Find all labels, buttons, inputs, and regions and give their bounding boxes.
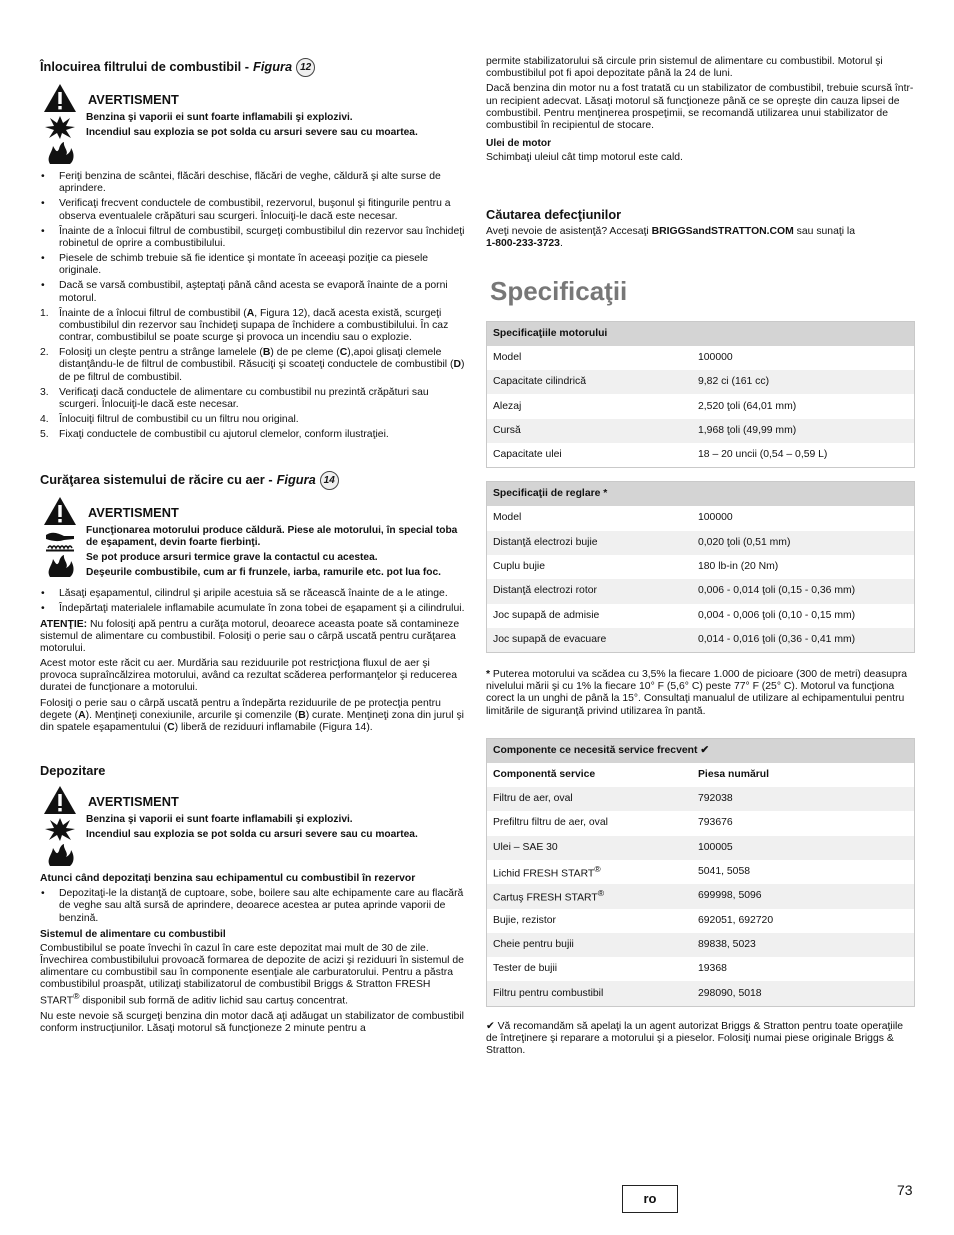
- fuel-filter-bullets: [40, 171, 468, 305]
- page-number: 73: [897, 1182, 913, 1198]
- fuel-filter-heading: Înlocuirea filtrului de combustibil - Figura 12: [40, 58, 468, 77]
- table-row: Bujie, rezistor 692051, 692720: [493, 914, 774, 926]
- list-item: • Verificaţi frecvent conductele de combustibil, rezervorul, buşonul şi fitingurile pentru a observa eventualele crăpături sau scurgeri. Înlocuiţi-le dacă este necesar.: [40, 198, 468, 222]
- check-mark-icon: ✔: [700, 744, 710, 756]
- list-item: 4. Înlocuiţi filtrul de combustibil cu un filtru nou original.: [40, 414, 299, 426]
- fire-icon: [44, 843, 76, 867]
- paragraph: permite stabilizatorului să circule prin sistemul de alimentare cu combustibil. Motorul şi combustibilul pot fi apoi depozitate până la 24 de luni.: [486, 56, 883, 80]
- storage-warning: [40, 785, 468, 867]
- table-column-headers: Componentă service Piesa numărul: [493, 768, 770, 780]
- figure-number-badge: 14: [320, 471, 339, 490]
- dealer-note: ✔ Vă recomandăm să apelaţi la un agent autorizat Briggs & Stratton pentru toate operaţiile de întreţinere şi reparare a motorului şi a pieselor. Folosiţi numai piese originale Briggs & Stratton.: [486, 1020, 904, 1057]
- table-row: Model 100000: [493, 351, 733, 363]
- warning-text: Se pot produce arsuri termice grave la contactul cu acestea.: [86, 552, 378, 564]
- table-row: Alezaj 2,520 ţoli (64,01 mm): [493, 400, 797, 412]
- warning-title: AVERTISMENT: [88, 92, 179, 107]
- warning-triangle-icon: [43, 496, 77, 526]
- table-row: Lichid FRESH START® 5041, 5058: [493, 863, 751, 880]
- warning-text: Benzina şi vaporii ei sunt foarte inflamabili şi explozivi.: [86, 111, 353, 123]
- phone-number: 1-800-233-3723: [486, 238, 560, 250]
- paragraph: Acest motor este răcit cu aer. Murdăria sau reziduurile pot restricţiona fluxul de aer şi provoca supraîncălzirea motorului, având ca rezultat scăderea performanţelor şi reducerea duratei de funcţionare a motorului.: [40, 658, 457, 694]
- paragraph: Dacă benzina din motor nu a fost tratată cu un stabilizator de combustibil, trebuie scursă într-un recipient adecvat. Lăsaţi motorul să funcţioneze până ce se opreşte din cauza lipsei de combustibil. Pentru menţinerea prospeţimii, se recomandă utilizarea unui stabilizator de combustibil în recipientul de stocare.: [486, 83, 914, 131]
- warning-text: Incendiul sau explozia se pot solda cu arsuri severe sau cu moartea.: [86, 828, 418, 840]
- paragraph: Folosiţi o perie sau o cârpă uscată pentru a îndepărta reziduurile de pe protecţia pentru degete (A). Menţineţi conexiunile, arcurile şi comenzile (B) curate. Menţineţi zona din jurul şi din spatele eşapamentului (C) liberă de reziduuri inflamabile (Figura 14).: [40, 697, 464, 733]
- fuel-system-heading: Sistemul de alimentare cu combustibil: [40, 928, 226, 940]
- list-item: • Lăsaţi eşapamentul, cilindrul şi aripile acestuia să se răcească înainte de a le atinge.: [40, 588, 468, 600]
- warning-text: Benzina şi vaporii ei sunt foarte inflamabili şi explozivi.: [86, 813, 353, 825]
- list-item: 1. Înainte de a înlocui filtrul de combustibil (A, Figura 12), dacă acesta există, scurgeţi combustibilul din rezervor sau închideţi supapa de închidere a combustibilului. În caz contrar, combustibilul se poate scurge şi provoca un incendiu sau o explozie.: [40, 307, 449, 344]
- fire-icon: [44, 554, 76, 578]
- check-mark-icon: ✔: [486, 1020, 495, 1032]
- table-row: Filtru de aer, oval 792038: [487, 787, 915, 811]
- table-row: Filtru pentru combustibil 298090, 5018: [487, 981, 915, 1006]
- table-row: Cheie pentru bujii 89838, 5023: [487, 933, 915, 957]
- page-title: Specificaţii: [490, 276, 628, 307]
- table-row: Model 100000: [493, 512, 733, 524]
- table-row: Prefiltru filtru de aer, oval 793676: [493, 817, 733, 829]
- table-row: Cuplu bujie 180 lb-in (20 Nm): [493, 561, 779, 572]
- left-column: [40, 58, 468, 1038]
- table-row: Ulei – SAE 30 100005: [487, 836, 915, 860]
- warning-title: AVERTISMENT: [88, 794, 179, 810]
- troubleshooting-text: Aveţi nevoie de asistenţă? Accesaţi BRIGGSandSTRATTON.COM sau sunaţi la 1-800-233-3723.: [486, 226, 856, 250]
- storage-bullets: [40, 888, 468, 925]
- warning-triangle-icon: [43, 785, 77, 815]
- table-row: Capacitate ulei 18 – 20 uncii (0,54 – 0,59 L): [493, 449, 828, 461]
- table-row: Capacitate cilindrică 9,82 ci (161 cc): [487, 370, 915, 394]
- fuel-filter-warning: [40, 83, 468, 165]
- list-item: • Feriţi benzina de scântei, flăcări deschise, flăcări de veghe, căldură şi alte surse de aprindere.: [40, 171, 468, 195]
- table-row: Cartuş FRESH START® 699998, 5096: [487, 884, 915, 908]
- paragraph: Nu este nevoie să scurgeţi benzina din motor dacă aţi adăugat un stabilizator de combustibil conform instrucţiunilor. Lăsaţi motorul să funcţioneze 2 minute pentru a: [40, 1010, 464, 1035]
- table-row: Tester de bujii 19368: [493, 963, 727, 975]
- oil-heading: Ulei de motor: [486, 138, 552, 150]
- paragraph: Schimbaţi uleiul cât timp motorul este cald.: [486, 151, 683, 163]
- hot-surface-icon: [44, 528, 76, 552]
- storage-heading: Depozitare: [40, 763, 106, 779]
- table-header: Componente ce necesită service frecvent ✔: [487, 738, 915, 763]
- fire-icon: [44, 141, 76, 165]
- figure-number-badge: 12: [296, 58, 315, 77]
- website-link[interactable]: BRIGGSandSTRATTON.COM: [651, 226, 794, 238]
- explosion-icon: [44, 817, 76, 841]
- warning-text: Deşeurile combustibile, cum ar fi frunzele, iarba, ramurile etc. pot lua foc.: [86, 567, 441, 579]
- paragraph: Combustibilul se poate învechi în cazul în care este depozitat mai mult de 30 de zile. Învechirea combustibilului provoacă formarea de depozite de acizi şi reziduuri în sistemul de alimentare cu combustibil sau în componente esenţiale ale carburatorului. Pentru a păstra combustibilul proaspăt, utilizaţi stabilizatorul de combustibil Briggs & Stratton FRESH START® disponibil sub formă de aditiv lichid sau cartuş concentrat.: [40, 942, 464, 1007]
- table-header: Specificaţii de reglare *: [487, 482, 915, 507]
- list-item: 5. Fixaţi conductele de combustibil cu ajutorul clemelor, conform ilustraţiei.: [40, 429, 389, 441]
- warning-title: AVERTISMENT: [88, 505, 179, 521]
- explosion-icon: [44, 115, 76, 139]
- list-item: 3. Verificaţi dacă conductele de alimentare cu combustibil nu prezintă crăpături sau scurgeri. Înlocuiţi-le dacă este necesar.: [40, 386, 429, 410]
- tuneup-footnote: * Puterea motorului va scădea cu 3,5% la fiecare 1.000 de picioare (300 de metri) deasupra nivelului mării şi cu 1% la fiecare 10° F (5,6° C) peste 77° F (25° C). Motorul va funcţiona corect la un unghi de până la 15°. Consultaţi manualul de utilizare al echipamentului pentru limitările de siguranţă privind utilizarea în pantă.: [486, 669, 908, 717]
- service-parts-table: [486, 738, 915, 1007]
- table-row: Cursă 1,968 ţoli (49,99 mm): [487, 419, 915, 443]
- list-item: • Înainte de a înlocui filtrul de combustibil, scurgeţi combustibilul din rezervor sau închideţi robinetul de oprire a combustibilului.: [40, 226, 468, 250]
- warning-text: Incendiul sau explozia se pot solda cu arsuri severe sau cu moartea.: [86, 126, 418, 138]
- engine-specs-table: [486, 321, 915, 468]
- troubleshooting-heading: Căutarea defecţiunilor: [486, 207, 622, 223]
- right-column: [486, 56, 915, 1060]
- list-item: • Piesele de schimb trebuie să fie identice şi montate în aceeaşi poziţie ca piesele originale.: [40, 253, 468, 277]
- table-header: Specificaţiile motorului: [487, 321, 915, 346]
- tuneup-specs-table: [486, 481, 915, 653]
- list-item: 2. Folosiţi un cleşte pentru a strânge lamelele (B) de pe cleme (C),apoi glisaţi clemele distanţându-le de filtrul de combustibil. Răsuciţi şi scoateţi conductele de combustibil (D) de pe filtrul de combustibil.: [40, 347, 465, 383]
- table-row: Joc supapă de evacuare 0,014 - 0,016 ţoli (0,36 - 0,41 mm): [487, 628, 915, 653]
- cooling-heading: Curăţarea sistemului de răcire cu aer - Figura 14: [40, 471, 468, 490]
- language-tab: ro: [622, 1185, 678, 1213]
- list-item: • Dacă se varsă combustibil, aşteptaţi până când acesta se evaporă înainte de a porni motorul.: [40, 280, 468, 304]
- caution-note: ATENŢIE: Nu folosiţi apă pentru a curăţa motorul, deoarece aceasta poate să contamineze sistemul de alimentare cu combustibil. Folosiţi o perie sau o cârpă uscată pentru curăţarea motorului.: [40, 618, 460, 654]
- table-row: Joc supapă de admisie 0,004 - 0,006 ţoli (0,10 - 0,15 mm): [493, 609, 856, 621]
- cooling-warning: [40, 496, 468, 582]
- storage-bold-line: Atunci când depozitaţi benzina sau echipamentul cu combustibil în rezervor: [40, 873, 416, 885]
- list-item: • Depozitaţi-le la distanţă de cuptoare, sobe, boilere sau alte echipamente care au flacără de veghe sau altă sursă de aprindere, deoarece acestea ar putea aprinde vaporii de benzină.: [40, 888, 468, 925]
- table-row: Distanţă electrozi rotor 0,006 - 0,014 ţoli (0,15 - 0,36 mm): [487, 579, 915, 603]
- table-row: Distanţă electrozi bujie 0,020 ţoli (0,51 mm): [487, 531, 915, 555]
- warning-triangle-icon: [43, 83, 77, 113]
- cooling-bullets: [40, 588, 468, 615]
- fuel-filter-steps: [40, 308, 468, 442]
- list-item: • Îndepărtaţi materialele inflamabile acumulate în zona tobei de eşapament şi a cilindrului.: [40, 603, 468, 615]
- warning-text: Funcţionarea motorului produce căldură. Piese ale motorului, în special toba de eşapament, devin foarte fierbinţi.: [86, 525, 458, 549]
